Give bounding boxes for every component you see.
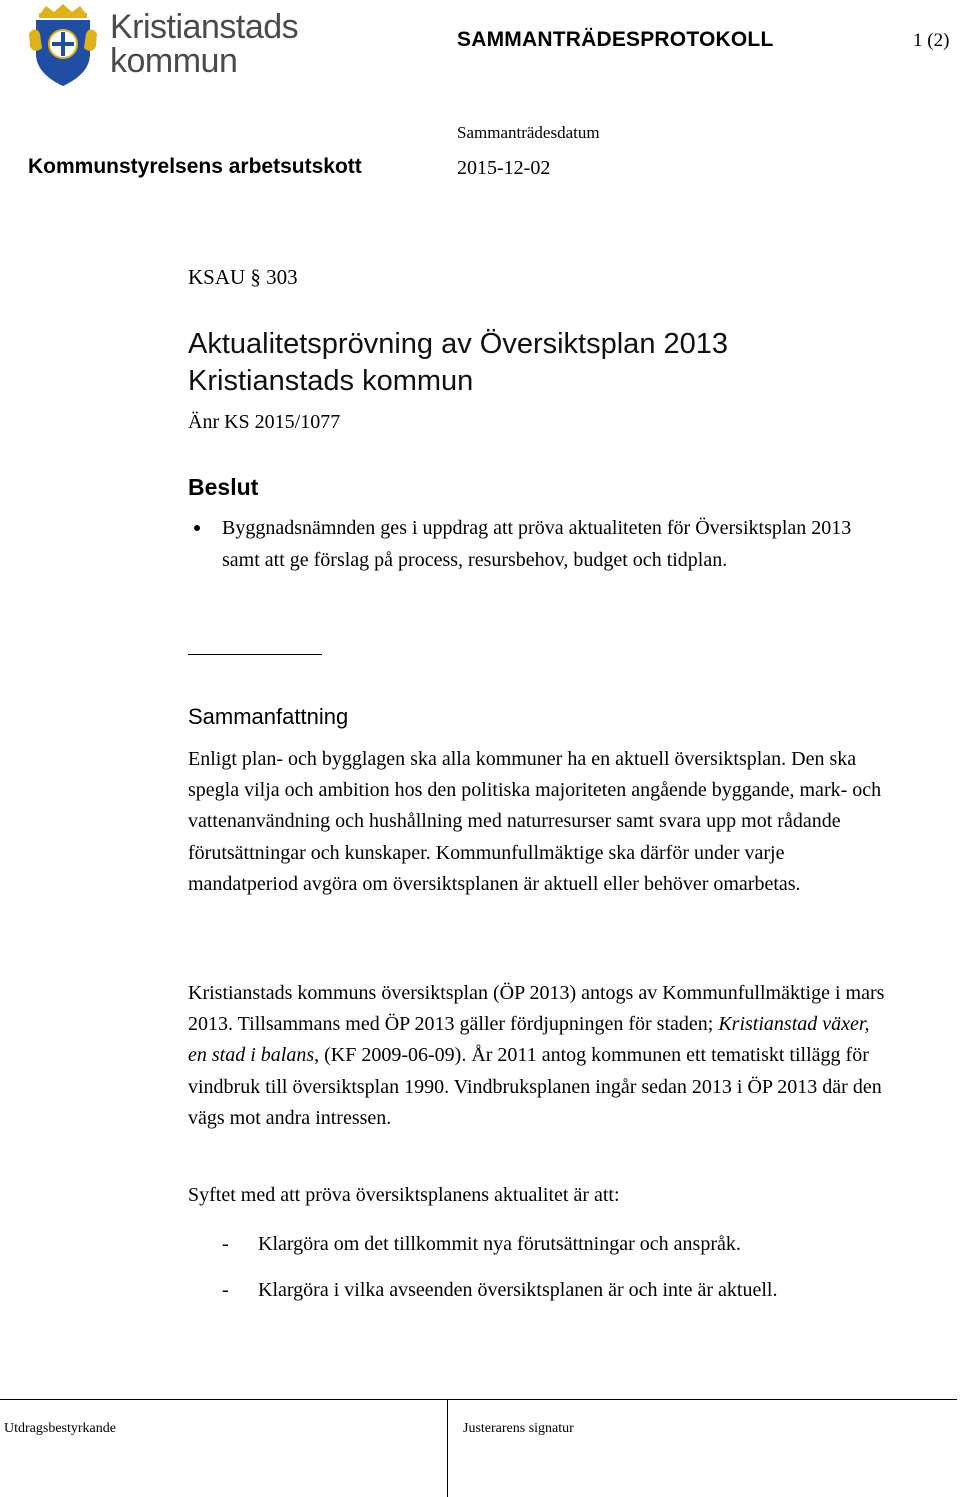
summary-paragraph-3: Syftet med att pröva översiktsplanens aktualitet är att: xyxy=(188,1184,620,1206)
list-item xyxy=(188,512,868,576)
case-number: Änr KS 2015/1077 xyxy=(188,411,341,433)
logo-text-line2: kommun xyxy=(110,42,238,80)
section-title-line1: Aktualitetsprövning av Översiktsplan 2013 xyxy=(188,328,729,360)
list-item xyxy=(222,1275,922,1305)
footer-divider-vertical xyxy=(447,1399,448,1497)
paragraph-reference: KSAU § 303 xyxy=(188,265,298,289)
section-title xyxy=(188,326,728,400)
page-number: 1 (2) xyxy=(913,30,950,51)
list-item xyxy=(222,1229,922,1259)
bullet-icon xyxy=(194,525,200,531)
dash-item-text: Klargöra om det tillkommit nya förutsättningar och anspråk. xyxy=(258,1233,741,1255)
summary-paragraph-1: Enligt plan- och bygglagen ska alla kommuner ha en aktuell översiktsplan. Den ska spegla vilja och ambition hos den politiska majoriteten angående byggande, mark- och vattenanvändning och hushållning med naturresurser samt svara upp mot rådande förutsättningar och kunskaper. Kommunfullmäktige ska därför under varje mandatperiod avgöra om översiktsplanen är aktuell eller behöver omarbetas. xyxy=(188,748,882,895)
decision-item-text: Byggnadsnämnden ges i uppdrag att pröva aktualiteten för Översiktsplan 2013 samt att ge förslag på process, resursbehov, budget och tidplan. xyxy=(222,517,852,571)
decision-heading: Beslut xyxy=(188,474,259,500)
meeting-date-label: Sammanträdesdatum xyxy=(457,123,600,142)
section-title-line2: Kristianstads kommun xyxy=(188,365,474,397)
document-type: SAMMANTRÄDESPROTOKOLL xyxy=(457,28,774,51)
decision-list xyxy=(188,512,868,576)
logo-text-line1: Kristianstads xyxy=(110,8,299,46)
summary-heading: Sammanfattning xyxy=(188,704,349,729)
dash-marker: - xyxy=(222,1233,229,1255)
meeting-date: 2015-12-02 xyxy=(457,157,551,179)
signature-label: Justerarens signatur xyxy=(463,1421,574,1436)
coat-of-arms-icon xyxy=(26,4,100,88)
municipality-logo xyxy=(26,4,306,88)
summary-paragraph-2-part1: Kristianstads kommuns översiktsplan (ÖP 2013) antogs av Kommunfullmäktige i mars 2013. Tillsammans med ÖP 2013 gäller fördjupningen för staden; xyxy=(188,982,885,1036)
dash-marker: - xyxy=(222,1279,229,1301)
footer-divider-horizontal xyxy=(0,1399,957,1400)
section-divider xyxy=(188,654,322,655)
summary-paragraph-2-part2: , (KF 2009-06-09). År 2011 antog kommunen ett tematiskt tillägg för vindbruk till översiktsplan 1990. Vindbruksplanen ingår sedan 2013 i ÖP 2013 där den vägs mot andra intressen. xyxy=(188,1044,882,1129)
dash-item-text: Klargöra i vilka avseenden översiktsplanen är och inte är aktuell. xyxy=(258,1279,778,1301)
committee-name: Kommunstyrelsens arbetsutskott xyxy=(28,155,362,178)
summary-paragraph-2-italic: Kristianstad växer, en stad i balans xyxy=(188,1013,870,1067)
certification-label: Utdragsbestyrkande xyxy=(4,1421,116,1436)
summary-paragraph-2 xyxy=(188,978,888,1134)
